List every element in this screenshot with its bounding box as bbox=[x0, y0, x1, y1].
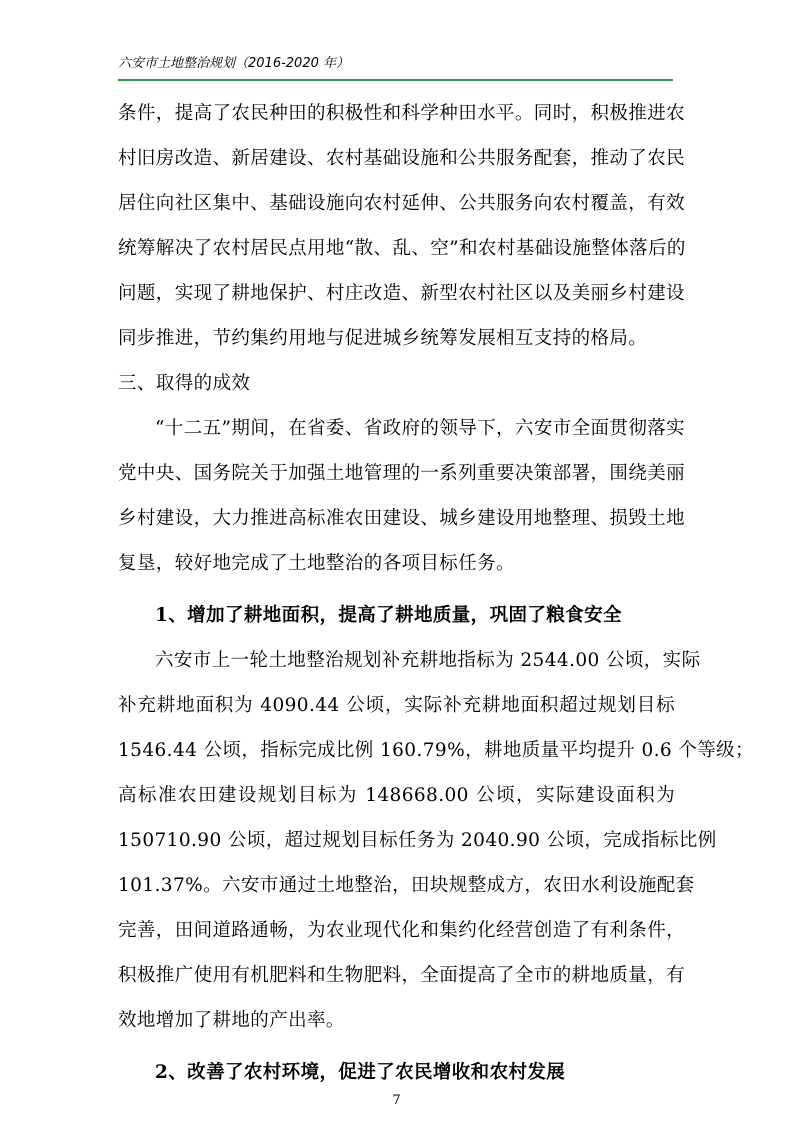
section-heading: 三、取得的成效 bbox=[118, 373, 251, 394]
body-line: 积极推广使用有机肥料和生物肥料，全面提高了全市的耕地质量，有 bbox=[118, 965, 686, 986]
body-line: 同步推进，节约集约用地与促进城乡统筹发展相互支持的格局。 bbox=[118, 328, 648, 349]
body-line: 乡村建设，大力推进高标准农田建设、城乡建设用地整理、损毁土地 bbox=[118, 508, 686, 529]
header-title: 六安市土地整治规划（2016-2020 年） bbox=[118, 56, 349, 71]
body-line: 补充耕地面积为 4090.44 公顷，实际补充耕地面积超过规划目标 bbox=[118, 695, 675, 716]
body-line: 党中央、国务院关于加强土地管理的一系列重要决策部署，围绕美丽 bbox=[118, 463, 686, 484]
subsection-heading: 2、改善了农村环境，促进了农民增收和农村发展 bbox=[155, 1062, 566, 1083]
subsection-heading: 1、增加了耕地面积，提高了耕地质量，巩固了粮食安全 bbox=[155, 605, 622, 626]
body-line: 150710.90 公顷，超过规划目标任务为 2040.90 公顷，完成指标比例 bbox=[118, 830, 717, 851]
body-line: 完善，田间道路通畅，为农业现代化和集约化经营创造了有利条件， bbox=[118, 920, 686, 941]
body-line: 问题，实现了耕地保护、村庄改造、新型农村社区以及美丽乡村建设 bbox=[118, 283, 686, 304]
body-line: 居住向社区集中、基础设施向农村延伸、公共服务向农村覆盖，有效 bbox=[118, 193, 686, 214]
body-line: 101.37%。六安市通过土地整治，田块规整成方，农田水利设施配套 bbox=[118, 875, 695, 896]
body-line: 村旧房改造、新居建设、农村基础设施和公共服务配套，推动了农民 bbox=[118, 148, 686, 169]
body-line: 效地增加了耕地的产出率。 bbox=[118, 1010, 345, 1031]
body-line: 六安市上一轮土地整治规划补充耕地指标为 2544.00 公顷，实际 bbox=[155, 650, 701, 671]
body-line: 统筹解决了农村居民点用地“散、乱、空”和农村基础设施整体落后的 bbox=[118, 238, 686, 259]
body-line: 高标准农田建设规划目标为 148668.00 公顷，实际建设面积为 bbox=[118, 785, 675, 806]
body-line: 1546.44 公顷，指标完成比例 160.79%，耕地质量平均提升 0.6 个等级； bbox=[118, 740, 754, 761]
page-number: 7 bbox=[392, 1093, 401, 1108]
header-rule bbox=[118, 79, 673, 81]
body-line: 条件，提高了农民种田的积极性和科学种田水平。同时，积极推进农 bbox=[118, 103, 686, 124]
body-line: 复垦，较好地完成了土地整治的各项目标任务。 bbox=[118, 553, 515, 574]
body-line: “十二五”期间，在省委、省政府的领导下，六安市全面贯彻落实 bbox=[155, 418, 686, 439]
